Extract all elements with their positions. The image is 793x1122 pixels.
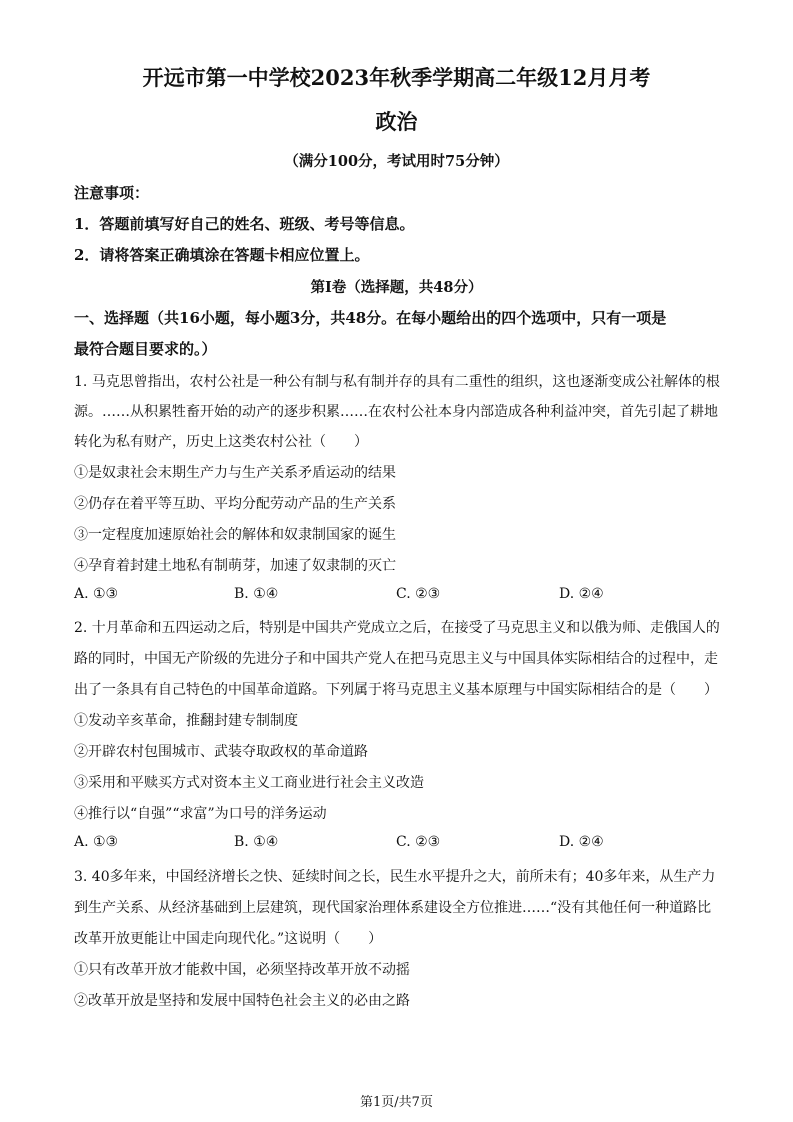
question-1-stem: 1. 马克思曾指出，农村公社是一种公有制与私有制并存的具有二重性的组织，这也逐渐变成公社解体的根 xyxy=(74,374,720,390)
question-1-stem: 转化为私有财产，历史上这类农村公社（ ） xyxy=(74,434,368,450)
subject-title: 政治 xyxy=(375,109,418,134)
option-a: A. ①③ xyxy=(74,834,119,850)
question-2-stem: 路的同时，中国无产阶级的先进分子和中国共产党人在把马克思主义与中国具体实际相结合的过程中，走 xyxy=(74,651,718,667)
question-3-stem: 3. 40多年来，中国经济增长之快、延续时间之长，民生水平提升之大，前所未有；40多年来，从生产力 xyxy=(74,869,716,885)
question-2-statement: ①发动辛亥革命，推翻封建专制制度 xyxy=(74,713,298,729)
option-d: D. ②④ xyxy=(559,834,604,850)
question-2-stem: 2. 十月革命和五四运动之后，特别是中国共产党成立之后，在接受了马克思主义和以俄为师、走俄国人的 xyxy=(74,620,720,636)
option-d: D. ②④ xyxy=(559,586,604,602)
option-a: A. ①③ xyxy=(74,586,119,602)
question-2-statement: ③采用和平赎买方式对资本主义工商业进行社会主义改造 xyxy=(74,775,424,791)
section-instruction: 最符合题目要求的。） xyxy=(74,340,217,358)
option-c: C. ②③ xyxy=(396,834,441,850)
section-title: 第Ⅰ卷（选择题，共48分） xyxy=(310,279,483,296)
question-3-stem: 到生产关系、从经济基础到上层建筑，现代国家治理体系建设全方位推进……“没有其他任何一种道路比 xyxy=(74,900,712,916)
exam-info: （满分100分，考试用时75分钟） xyxy=(284,153,509,170)
option-c: C. ②③ xyxy=(396,586,441,602)
option-b: B. ①④ xyxy=(234,834,279,850)
question-2-statement: ④推行以“自强”“求富”为口号的洋务运动 xyxy=(74,806,327,822)
question-3-stem: 改革开放更能让中国走向现代化。”这说明（ ） xyxy=(74,931,383,947)
question-1-stem: 源。……从积累牲畜开始的动产的逐步积累……在农村公社本身内部造成各种利益冲突，首先引起了耕地 xyxy=(74,404,718,420)
notice-item: 1．答题前填写好自己的姓名、班级、考号等信息。 xyxy=(74,215,415,233)
question-1-statement: ③一定程度加速原始社会的解体和奴隶制国家的诞生 xyxy=(74,527,396,543)
exam-title: 开远市第一中学校2023年秋季学期高二年级12月月考 xyxy=(142,65,651,90)
question-1-statement: ②仍存在着平等互助、平均分配劳动产品的生产关系 xyxy=(74,496,396,512)
question-3-statement: ①只有改革开放才能救中国，必须坚持改革开放不动摇 xyxy=(74,962,410,978)
section-instruction: 一、选择题（共16小题，每小题3分，共48分。在每小题给出的四个选项中，只有一项是 xyxy=(74,309,667,327)
notice-heading: 注意事项： xyxy=(74,184,150,202)
notice-item: 2．请将答案正确填涂在答题卡相应位置上。 xyxy=(74,246,370,264)
question-1-statement: ①是奴隶社会末期生产力与生产关系矛盾运动的结果 xyxy=(74,465,396,481)
option-b: B. ①④ xyxy=(234,586,279,602)
question-1-statement: ④孕育着封建土地私有制萌芽，加速了奴隶制的灭亡 xyxy=(74,558,396,574)
question-2-stem: 出了一条具有自己特色的中国革命道路。下列属于将马克思主义基本原理与中国实际相结合的是（ ） xyxy=(74,682,718,698)
question-2-statement: ②开辟农村包围城市、武装夺取政权的革命道路 xyxy=(74,744,368,760)
question-3-statement: ②改革开放是坚持和发展中国特色社会主义的必由之路 xyxy=(74,993,410,1009)
page-number: 第1页/共7页 xyxy=(360,1095,433,1110)
